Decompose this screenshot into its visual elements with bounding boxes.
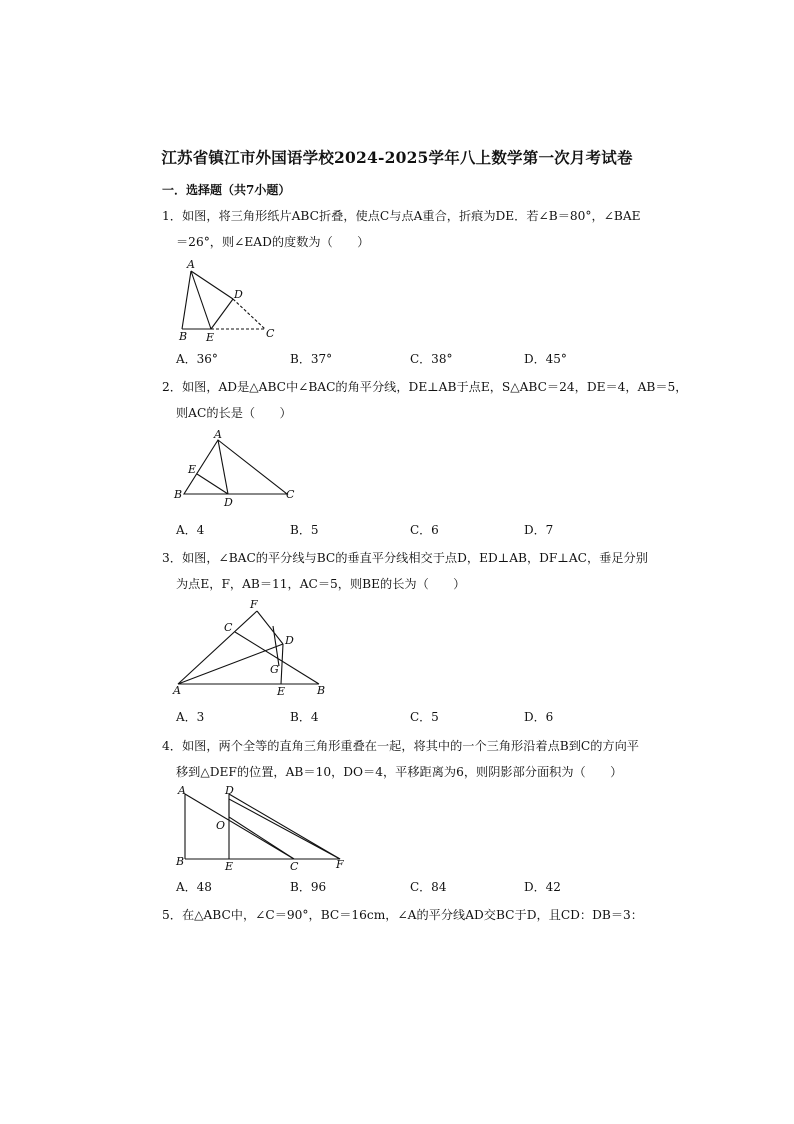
q1-label-c: C xyxy=(266,327,275,340)
q1-segment-ad xyxy=(191,271,233,299)
q4-option-a[interactable]: A．48 xyxy=(176,880,212,894)
q1-segment-dc-dashed xyxy=(233,299,265,329)
q3-label-b: B xyxy=(317,684,326,697)
q4-option-c[interactable]: C．84 xyxy=(410,880,447,894)
q1-segment-ae xyxy=(191,271,211,329)
q2-label-a: A xyxy=(214,428,222,441)
q1-label-b: B xyxy=(179,330,188,343)
question-2-figure xyxy=(170,428,310,510)
q1-option-c[interactable]: C．38° xyxy=(410,352,453,366)
question-3-figure xyxy=(170,596,340,700)
q4-option-d[interactable]: D．42 xyxy=(524,880,561,894)
q4-label-o: O xyxy=(216,819,226,832)
q4-label-d: D xyxy=(225,784,234,797)
question-2-line-1: 2．如图，AD是△ABC中∠BAC的角平分线，DE⊥AB于点E，S△ABC＝24，DE＝4，AB＝5， xyxy=(162,380,688,394)
question-1-line-2: ＝26°，则∠EAD的度数为（ ） xyxy=(176,235,370,249)
q4-label-e: E xyxy=(225,860,234,873)
q3-label-f: F xyxy=(250,598,258,611)
q2-option-c[interactable]: C．6 xyxy=(410,523,439,537)
q3-label-a: A xyxy=(173,684,181,697)
q2-option-b[interactable]: B．5 xyxy=(290,523,319,537)
q1-label-a: A xyxy=(187,258,195,271)
question-5-line-1: 5．在△ABC中，∠C＝90°，BC＝16cm，∠A的平分线AD交BC于D，且CD：DB＝3： xyxy=(162,908,643,922)
question-4-figure xyxy=(170,782,360,874)
page-title: 江苏省镇江市外国语学校2024-2025学年八上数学第一次月考试卷 xyxy=(161,148,633,167)
q3-segment-fd xyxy=(257,611,283,644)
q3-option-c[interactable]: C．5 xyxy=(410,710,439,724)
question-2-line-2: 则AC的长是（ ） xyxy=(176,406,292,420)
q2-segment-ad xyxy=(218,440,228,494)
q1-option-d[interactable]: D．45° xyxy=(524,352,567,366)
q4-label-a: A xyxy=(178,784,186,797)
q3-option-a[interactable]: A．3 xyxy=(176,710,205,724)
question-4-line-1: 4．如图，两个全等的直角三角形重叠在一起，将其中的一个三角形沿着点B到C的方向平 xyxy=(162,739,639,753)
q3-option-b[interactable]: B．4 xyxy=(290,710,319,724)
q1-label-e: E xyxy=(206,331,215,344)
q4-segment-df xyxy=(229,794,340,859)
q4-label-b: B xyxy=(176,855,185,868)
q4-label-f: F xyxy=(336,858,344,871)
q2-option-a[interactable]: A．4 xyxy=(176,523,205,537)
q2-label-e: E xyxy=(188,463,197,476)
q3-label-c: C xyxy=(224,621,233,634)
q3-segment-de xyxy=(281,644,283,684)
q1-option-b[interactable]: B．37° xyxy=(290,352,333,366)
q1-option-a[interactable]: A．36° xyxy=(176,352,218,366)
q3-label-d: D xyxy=(285,634,294,647)
q4-shaded-region xyxy=(229,799,340,859)
q1-segment-ab xyxy=(182,271,191,329)
q4-label-c: C xyxy=(290,860,299,873)
q2-label-c: C xyxy=(286,488,295,501)
q2-label-b: B xyxy=(174,488,183,501)
q3-segment-af xyxy=(178,611,257,684)
q2-option-d[interactable]: D．7 xyxy=(524,523,554,537)
q1-label-d: D xyxy=(234,288,243,301)
question-1-line-1: 1．如图，将三角形纸片ABC折叠，使点C与点A重合，折痕为DE．若∠B＝80°，∠BAE xyxy=(162,209,641,223)
q2-label-d: D xyxy=(224,496,233,509)
q2-segment-de xyxy=(197,474,228,494)
q4-segment-ac xyxy=(185,794,294,859)
section-heading: 一．选择题（共7小题） xyxy=(162,183,291,197)
question-4-line-2: 移到△DEF的位置，AB＝10，DO＝4，平移距离为6，则阴影部分面积为（ ） xyxy=(176,765,623,779)
q4-option-b[interactable]: B．96 xyxy=(290,880,327,894)
q3-label-g: G xyxy=(270,663,279,676)
question-1-figure xyxy=(170,256,290,346)
question-3-line-1: 3．如图，∠BAC的平分线与BC的垂直平分线相交于点D，ED⊥AB，DF⊥AC，垂足分别 xyxy=(162,551,648,565)
q3-segment-ad xyxy=(178,644,283,684)
q3-option-d[interactable]: D．6 xyxy=(524,710,554,724)
q1-segment-ed xyxy=(211,299,233,329)
q3-label-e: E xyxy=(277,685,286,698)
q2-triangle-abc xyxy=(184,440,287,494)
question-3-line-2: 为点E，F，AB＝11，AC＝5，则BE的长为（ ） xyxy=(176,577,466,591)
